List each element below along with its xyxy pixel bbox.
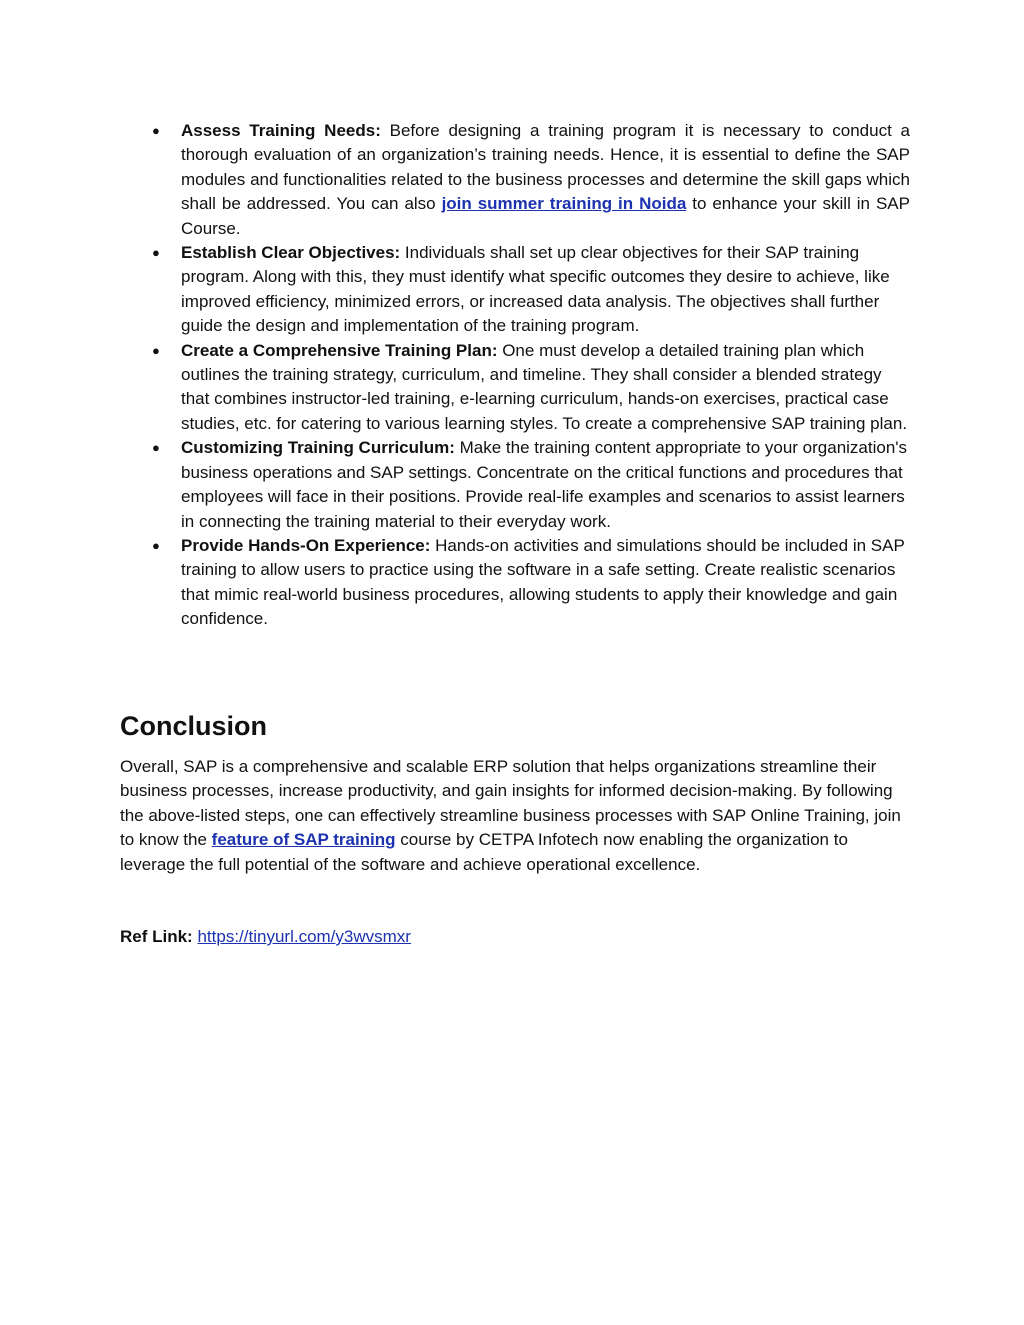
training-steps-list [150, 119, 910, 632]
bullet-icon: ● [152, 245, 160, 261]
ref-link-label: Ref Link: [120, 927, 193, 946]
list-item-text: to enhance your skill in SAP Course. [181, 194, 910, 238]
list-item-term: Create a Comprehensive Training Plan: [181, 340, 498, 360]
list-item-establish-objectives [150, 241, 910, 339]
list-item-assess-training-needs [150, 119, 910, 241]
list-item-term: Assess Training Needs: [181, 121, 381, 140]
summer-training-link[interactable]: join summer training in Noida [441, 194, 687, 214]
conclusion-heading: Conclusion [120, 711, 267, 741]
list-item-text: Hands-on activities and simulations should be included in SAP training to allow users to practice using the software in a safe setting. Create realistic scenarios that mimic real-world business procedures, allowing students to apply their knowledge and gain confidence. [181, 535, 905, 629]
list-item-term: Establish Clear Objectives: [181, 243, 401, 263]
ref-url-link[interactable]: https://tinyurl.com/y3wvsmxr [197, 927, 411, 946]
list-item-training-plan [150, 339, 910, 437]
conclusion-text: Overall, SAP is a comprehensive and scalable ERP solution that helps organizations streamline their business processes, increase productivity, and gain insights for informed decision-making. By following the above-listed steps, one can effectively streamline business processes with SAP Online Training, join to know the [120, 757, 901, 850]
bullet-icon: ● [152, 537, 160, 553]
bullet-icon: ● [152, 123, 160, 138]
list-item-term: Provide Hands-On Experience: [181, 535, 431, 555]
ref-link-line [120, 925, 411, 949]
conclusion-text: course by CETPA Infotech now enabling the organization to leverage the full potential of the software and achieve operational excellence. [120, 830, 848, 874]
list-item-hands-on-experience [150, 534, 910, 632]
sap-training-feature-link[interactable]: feature of SAP training [211, 830, 396, 850]
conclusion-paragraph [120, 755, 906, 877]
list-item-text: Make the training content appropriate to your organization's business operations and SAP settings. Concentrate on the critical functions and procedures that employees will face in their positions. Provide real-life examples and scenarios to assist learners in connecting the training material to their everyday work. [181, 438, 908, 531]
list-item-customizing-curriculum [150, 436, 910, 534]
list-item-text: Before designing a training program it is necessary to conduct a thorough evaluation of an organization’s training needs. Hence, it is essential to define the SAP modules and functionalities related to the business processes and determine the skill gaps which shall be addressed. You can also [181, 121, 910, 214]
bullet-icon: ● [152, 440, 160, 456]
list-item-text: One must develop a detailed training plan which outlines the training strategy, curriculum, and timeline. They shall consider a blended strategy that combines instructor-led training, e-learning curriculum, hands-on exercises, practical case studies, etc. for catering to various learning styles. To create a comprehensive SAP training plan. [181, 340, 908, 433]
list-item-term: Customizing Training Curriculum: [181, 438, 455, 458]
list-item-text: Individuals shall set up clear objectives for their SAP training program. Along with this, they must identify what specific outcomes they desire to achieve, like improved efficiency, minimized errors, or increased data analysis. The objectives shall further guide the design and implementation of the training program. [181, 243, 890, 336]
bullet-icon: ● [152, 342, 160, 358]
